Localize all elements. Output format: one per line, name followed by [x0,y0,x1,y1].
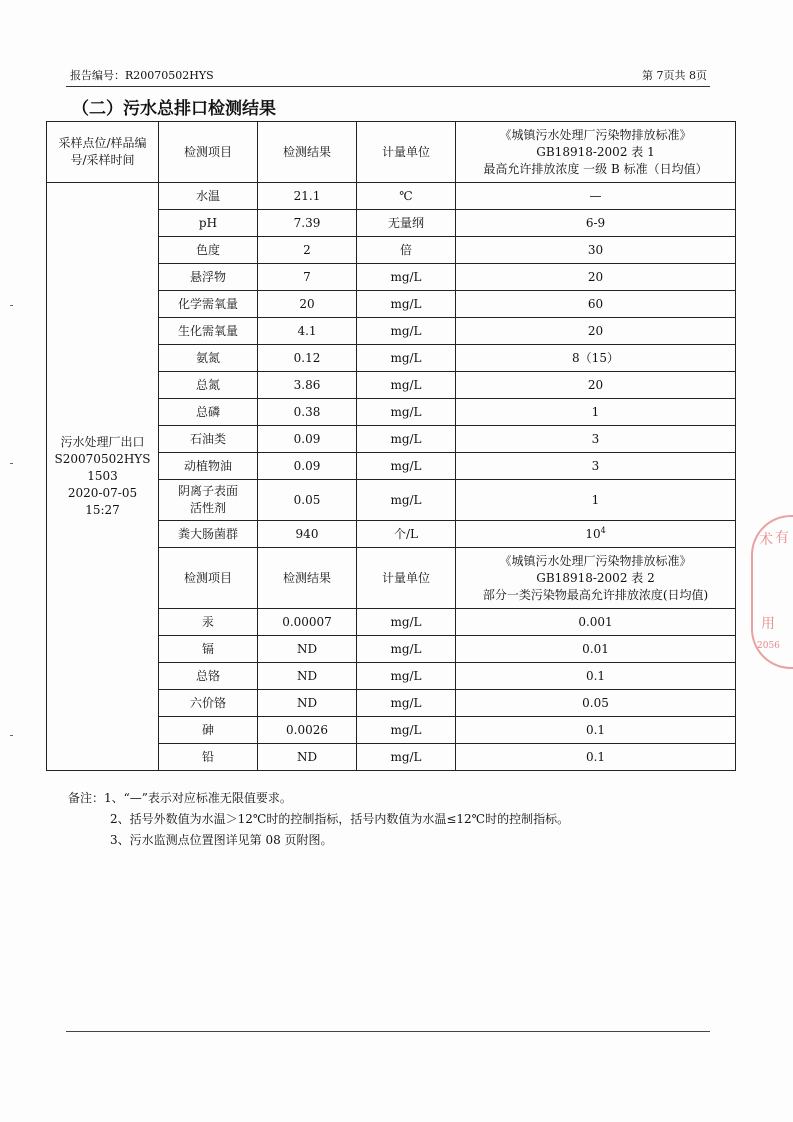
footer-rule [66,1031,710,1032]
item-cell: 氨氮 [159,345,258,372]
seal-char-1: 术 [759,532,773,548]
item-cell: 总氮 [159,372,258,399]
result-cell: 0.00007 [258,609,357,636]
limit-cell: 0.1 [456,717,736,744]
scan-mark [10,463,13,464]
result-cell: ND [258,636,357,663]
item-cell: 粪大肠菌群 [159,521,258,548]
note-3: 3、污水监测点位置图详见第 08 页附图。 [110,833,333,847]
col-header-result: 检测结果 [258,548,357,609]
item-line: 活性剂 [189,501,226,515]
unit-cell: mg/L [357,372,456,399]
sample-site-line: 污水处理厂出口 [60,435,145,449]
unit-cell: mg/L [357,453,456,480]
limit-cell: 20 [456,372,736,399]
col-header-unit: 计量单位 [357,548,456,609]
table-header-row [47,122,736,183]
result-cell: 0.09 [258,453,357,480]
seal-char-4: 2056 [757,641,780,651]
unit-cell: mg/L [357,426,456,453]
standard-2-line: 部分一类污染物最高允许排放浓度(日均值) [482,587,709,602]
col-header-result: 检测结果 [258,122,357,183]
item-cell [159,480,258,521]
sample-site-line: S20070502HYS [54,452,151,466]
unit-cell: mg/L [357,291,456,318]
standard-2-line: 《城镇污水处理厂污染物排放标准》 [499,553,692,568]
limit-cell: 6-9 [456,210,736,237]
standard-1-line-2: GB18918-2002 表 1 [536,144,655,159]
limit-cell: 1 [456,480,736,521]
col-header-unit: 计量单位 [357,122,456,183]
unit-cell: mg/L [357,636,456,663]
section-title: （二）污水总排口检测结果 [72,99,276,119]
unit-cell: mg/L [357,690,456,717]
col-header-item: 检测项目 [159,548,258,609]
table-row [47,183,736,210]
item-cell: 汞 [159,609,258,636]
result-cell: 0.09 [258,426,357,453]
unit-cell: mg/L [357,609,456,636]
item-cell: pH [159,210,258,237]
limit-cell: 3 [456,453,736,480]
sample-site-cell [47,183,159,771]
item-line: 阴离子表面 [177,484,238,498]
limit-cell: 1 [456,399,736,426]
item-cell: 生化需氧量 [159,318,258,345]
unit-cell: mg/L [357,744,456,771]
standard-2-line: GB18918-2002 表 2 [536,570,655,585]
sample-site-line: 2020-07-05 [67,486,138,500]
result-cell: 7.39 [258,210,357,237]
result-cell: ND [258,744,357,771]
result-cell: 0.05 [258,480,357,521]
unit-cell: 倍 [357,237,456,264]
results-table [46,121,736,771]
item-cell: 色度 [159,237,258,264]
standard-1-line-1: 《城镇污水处理厂污染物排放标准》 [499,127,692,142]
item-cell: 石油类 [159,426,258,453]
result-cell: 4.1 [258,318,357,345]
col-header-site [47,122,159,183]
sample-site-line: 1503 [87,469,118,483]
seal-char-2: 有 [775,530,789,546]
unit-cell: mg/L [357,399,456,426]
limit-exponent: 4 [600,525,606,535]
result-cell: ND [258,663,357,690]
item-cell: 铅 [159,744,258,771]
unit-cell: mg/L [357,345,456,372]
page-number: 第 7页共 8页 [642,69,707,82]
item-cell: 六价铬 [159,690,258,717]
limit-cell: 30 [456,237,736,264]
header-rule [66,86,710,87]
item-cell: 砷 [159,717,258,744]
unit-cell: ℃ [357,183,456,210]
item-cell: 总铬 [159,663,258,690]
limit-cell: 0.05 [456,690,736,717]
item-cell: 动植物油 [159,453,258,480]
limit-cell: 8（15） [456,345,736,372]
limit-cell: 3 [456,426,736,453]
col-header-item: 检测项目 [159,122,258,183]
unit-cell: mg/L [357,717,456,744]
limit-cell: 60 [456,291,736,318]
limit-cell: — [456,183,736,210]
limit-cell [456,521,736,548]
result-cell: 940 [258,521,357,548]
limit-cell: 20 [456,264,736,291]
unit-cell: 无量纲 [357,210,456,237]
unit-cell: mg/L [357,264,456,291]
item-cell: 化学需氧量 [159,291,258,318]
sample-site-line: 15:27 [85,503,120,517]
scan-mark [10,735,13,736]
limit-cell: 0.1 [456,663,736,690]
col-header-standard-1 [456,122,736,183]
limit-cell: 0.1 [456,744,736,771]
result-cell: 3.86 [258,372,357,399]
item-cell: 总磷 [159,399,258,426]
result-cell: 0.38 [258,399,357,426]
result-cell: 0.0026 [258,717,357,744]
limit-base: 10 [585,526,601,541]
result-cell: 0.12 [258,345,357,372]
standard-1-line-3: 最高允许排放浓度 一级 B 标准（日均值） [483,161,708,176]
seal-char-3: 用 [761,616,775,632]
result-cell: 20 [258,291,357,318]
result-cell: 21.1 [258,183,357,210]
unit-cell: mg/L [357,318,456,345]
unit-cell: mg/L [357,480,456,521]
result-cell: 2 [258,237,357,264]
item-cell: 镉 [159,636,258,663]
scan-mark [10,305,13,306]
item-cell: 悬浮物 [159,264,258,291]
col-header-standard-2 [456,548,736,609]
notes [68,788,569,851]
report-number: 报告编号：R20070502HYS [70,69,214,82]
col-header-site-label: 采样点位/样品编号/采样时间 [58,136,147,167]
result-cell: 7 [258,264,357,291]
limit-cell: 20 [456,318,736,345]
unit-cell: mg/L [357,663,456,690]
limit-cell: 0.01 [456,636,736,663]
unit-cell: 个/L [357,521,456,548]
limit-cell: 0.001 [456,609,736,636]
note-1: 备注：1、“—”表示对应标准无限值要求。 [68,791,292,805]
item-cell: 水温 [159,183,258,210]
note-2: 2、括号外数值为水温＞12℃时的控制指标，括号内数值为水温≤12℃时的控制指标。 [110,812,570,826]
result-cell: ND [258,690,357,717]
stamp-seal [751,515,793,669]
